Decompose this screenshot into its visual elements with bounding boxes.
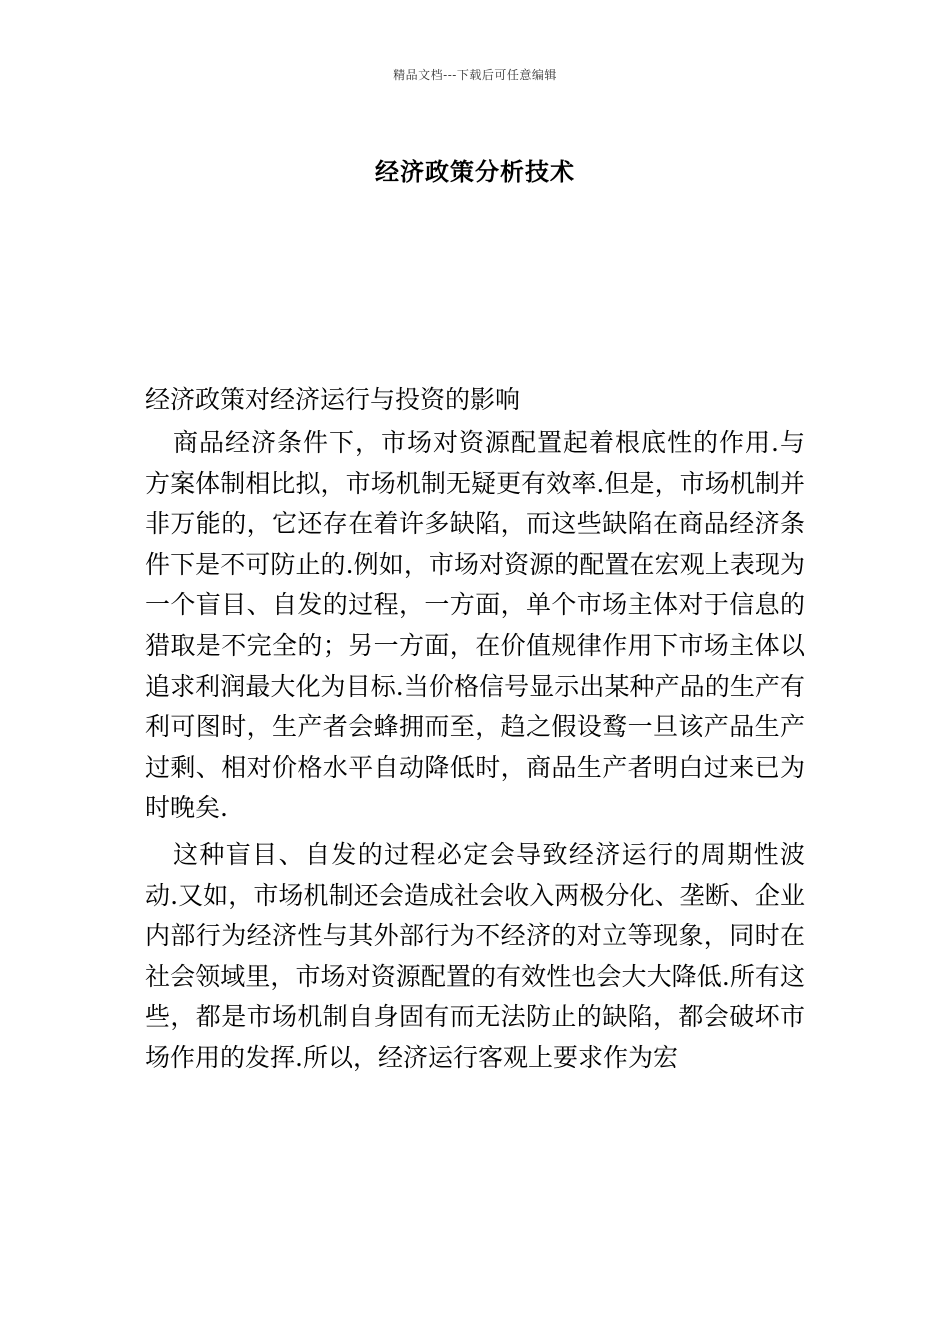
paragraph-2: 这种盲目、自发的过程必定会导致经济运行的周期性波动.又如，市场机制还会造成社会收入两极分化、垄断、企业内部行为经济性与其外部行为不经济的对立等现象，同时在社会领域里，市场对资源配置的有效性也会大大降低.所有这些，都是市场机制自身固有而无法防止的缺陷，都会破坏市场作用的发挥.所以，经济运行客观上要求作为宏	[145, 839, 805, 1072]
paragraph-1: 商品经济条件下，市场对资源配置起着根底性的作用.与方案体制相比拟，市场机制无疑更有效率.但是，市场机制并非万能的，它还存在着许多缺陷，而这些缺陷在商品经济条件下是不可防止的.例如，市场对资源的配置在宏观上表现为一个盲目、自发的过程，一方面，单个市场主体对于信息的猎取是不完全的；另一方面，在价值规律作用下市场主体以追求利润最大化为目标.当价格信号显示出某种产品的生产有利可图时，生产者会蜂拥而至，趋之假设鹜一旦该产品生产过剩、相对价格水平自动降低时，商品生产者明白过来已为时晚矣.	[145, 428, 805, 823]
document-body	[145, 380, 805, 1079]
section-heading: 经济政策对经济运行与投资的影响	[145, 385, 521, 414]
header-note: 精品文档---下载后可任意编辑	[393, 68, 557, 82]
document-title: 经济政策分析技术	[375, 157, 575, 187]
